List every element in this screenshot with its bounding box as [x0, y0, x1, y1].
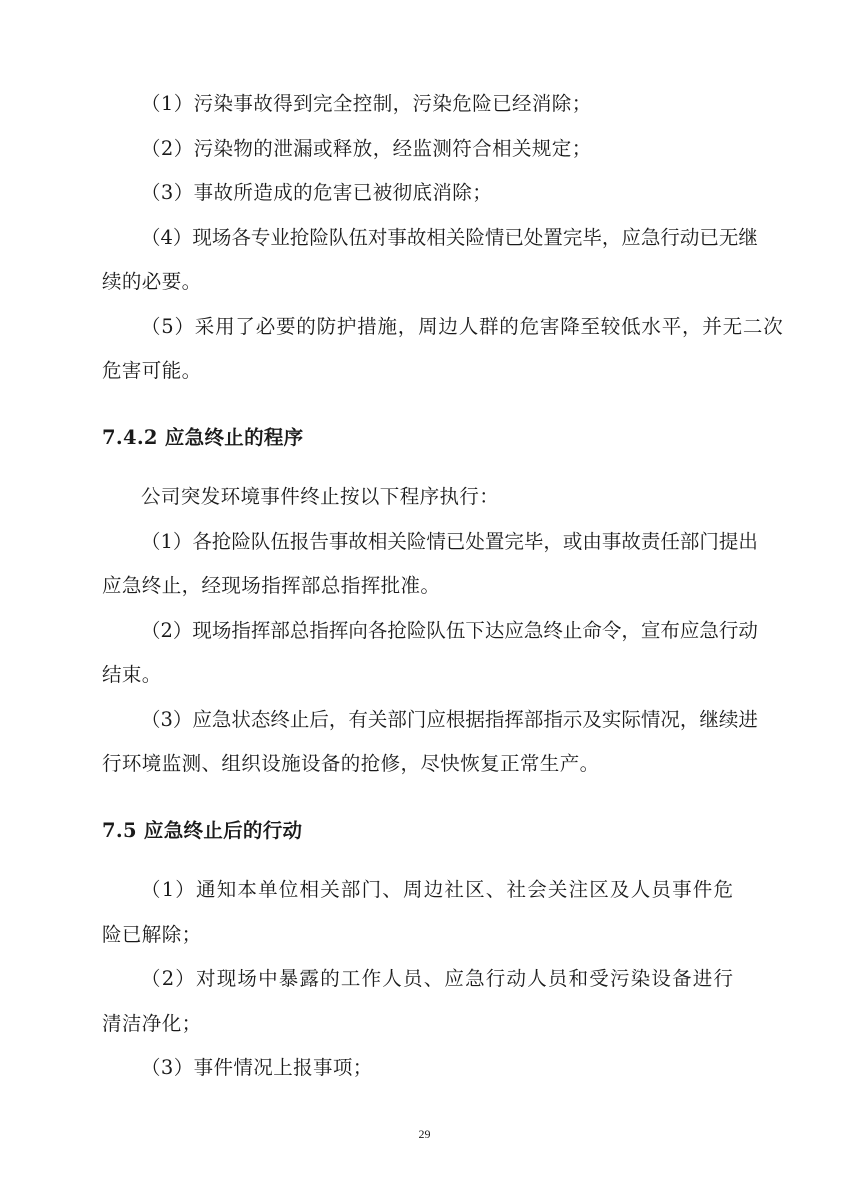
procedure-step-2-cont: 结束。 — [102, 663, 162, 686]
after-action-3: （3）事件情况上报事项； — [141, 1056, 373, 1079]
item-rescue-complete: （4）现场各专业抢险队伍对事故相关险情已处置完毕，应急行动已无继 — [141, 226, 758, 249]
page-number: 29 — [418, 1127, 431, 1141]
procedure-step-1-cont: 应急终止，经现场指挥部总指挥批准。 — [102, 574, 441, 597]
item-hazard-eliminated: （3）事故所造成的危害已被彻底消除； — [141, 181, 493, 204]
heading-7-5: 7.5 应急终止后的行动 — [102, 819, 303, 842]
procedure-step-2: （2）现场指挥部总指挥向各抢险队伍下达应急终止命令，宣布应急行动 — [141, 619, 758, 642]
after-action-1: （1）通知本单位相关部门、周边社区、社会关注区及人员事件危 — [141, 878, 735, 901]
heading-7-4-2: 7.4.2 应急终止的程序 — [102, 426, 304, 449]
item-protective-measures: （5）采用了必要的防护措施，周边人群的危害降至较低水平，并无二次 — [141, 315, 784, 338]
item-protective-measures-cont: 危害可能。 — [102, 359, 202, 382]
after-action-1-cont: 险已解除； — [102, 923, 202, 946]
procedure-step-1: （1）各抢险队伍报告事故相关险情已处置完毕，或由事故责任部门提出 — [141, 530, 758, 553]
item-pollutant-release: （2）污染物的泄漏或释放，经监测符合相关规定； — [141, 137, 592, 160]
after-action-2: （2）对现场中暴露的工作人员、应急行动人员和受污染设备进行 — [141, 967, 735, 990]
item-pollution-controlled: （1）污染事故得到完全控制，污染危险已经消除； — [141, 92, 592, 115]
procedure-intro: 公司突发环境事件终止按以下程序执行： — [141, 485, 500, 508]
procedure-step-3: （3）应急状态终止后，有关部门应根据指挥部指示及实际情况，继续进 — [141, 708, 758, 731]
after-action-2-cont: 清洁净化； — [102, 1012, 202, 1035]
item-rescue-complete-cont: 续的必要。 — [102, 270, 202, 293]
procedure-step-3-cont: 行环境监测、组织设施设备的抢修，尽快恢复正常生产。 — [102, 752, 600, 775]
